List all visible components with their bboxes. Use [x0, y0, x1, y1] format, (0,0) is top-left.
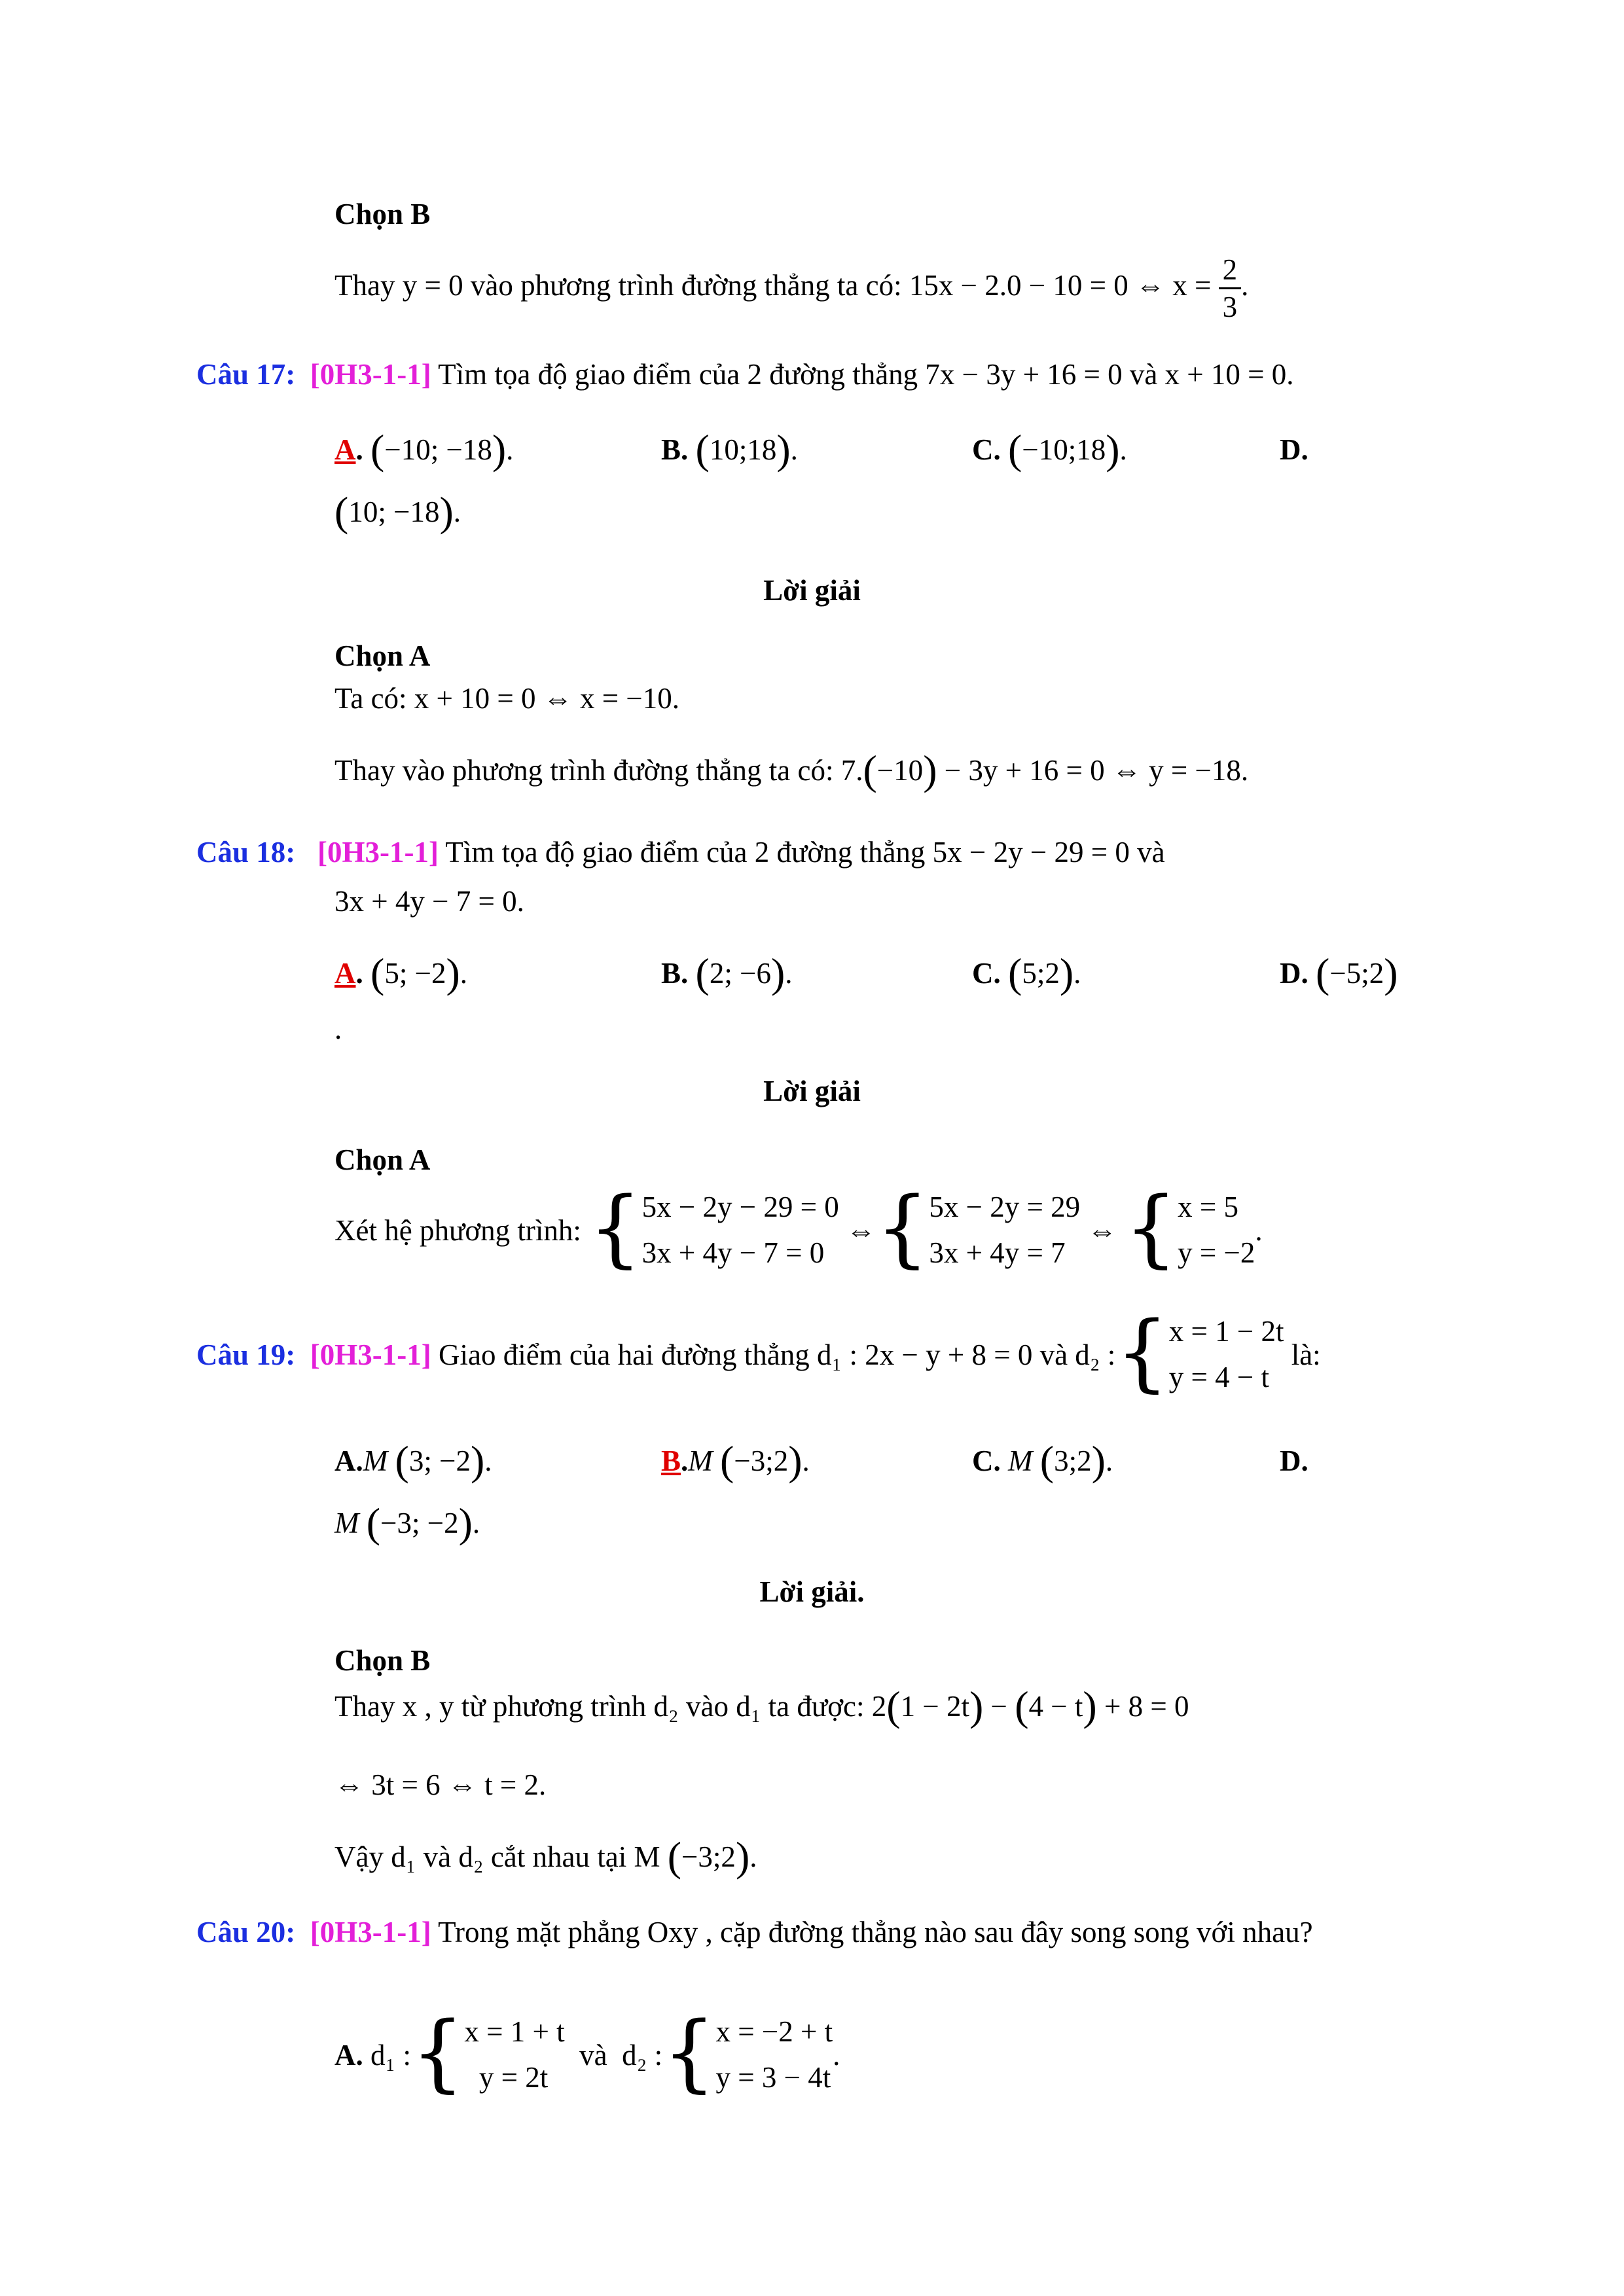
option-d[interactable]: D. — [1280, 433, 1308, 466]
option-d-value: M (−3; −2). — [334, 1499, 480, 1546]
prev-chon: Chọn B — [334, 198, 431, 230]
trailing-period: . — [334, 1013, 342, 1045]
option-d[interactable]: D. (−5;2) — [1280, 950, 1398, 996]
option-b[interactable]: B. (10;18). — [661, 426, 798, 473]
system-line: Xét hệ phương trình: {5x − 2y − 29 = 0 3x + 4y − 7 = 0 ⇔{5x − 2y = 29 3x + 4y = 7 ⇔ {x = 5 y = −2. — [334, 1179, 1263, 1278]
d2-system: x = −2 + t y = 3 − 4t — [715, 2015, 833, 2094]
question-code: [0H3-1-1] — [310, 1916, 431, 1948]
question-19: Câu 19: [0H3-1-1] Giao điểm của hai đường thẳng d₁ : 2x − y + 8 = 0 và d₂ :{x = 1 − 2t y = 4 − t là: — [196, 1304, 1321, 1402]
question-code: [0H3-1-1] — [317, 836, 439, 869]
option-b[interactable]: B. (2; −6). — [661, 950, 793, 996]
prev-solution-text: Thay y = 0 vào phương trình đường thẳng ta có: 15x − 2.0 − 10 = 0 ⇔ x = — [334, 268, 1219, 302]
option-b[interactable]: B.M (−3;2). — [661, 1437, 810, 1484]
option-c[interactable]: C. (5;2). — [972, 950, 1081, 996]
question-label: Câu 18: — [196, 836, 296, 869]
solution-title: Lời giải — [763, 1075, 861, 1107]
question-text: Tìm tọa độ giao điểm của 2 đường thẳng 7x − 3y + 16 = 0 và x + 10 = 0. — [438, 358, 1294, 391]
question-18 — [196, 834, 1165, 870]
option-d[interactable]: D. — [1280, 1444, 1308, 1477]
system-3: x = 5 y = −2 — [1178, 1191, 1255, 1269]
solution-title: Lời giải — [763, 574, 861, 607]
question-text: Giao điểm của hai đường thẳng d₁ : 2x − y + 8 = 0 và d₂ : — [438, 1338, 1116, 1371]
solution-line-1: Ta có: x + 10 = 0 ⇔ x = −10. — [334, 682, 680, 715]
option-a[interactable]: A. d₁ :{x = 1 + t y = 2t và d₂ :{x = −2 + t y = 3 − 4t. — [334, 2004, 840, 2102]
question-label: Câu 20: — [196, 1916, 296, 1948]
solution-title: Lời giải. — [759, 1575, 865, 1608]
chon-answer: Chọn A — [334, 639, 431, 672]
question-label: Câu 17: — [196, 358, 296, 391]
option-c[interactable]: C. M (3;2). — [972, 1437, 1113, 1484]
system-2: 5x − 2y = 29 3x + 4y = 7 — [929, 1191, 1081, 1269]
system-1: 5x − 2y − 29 = 0 3x + 4y − 7 = 0 — [641, 1191, 839, 1269]
question-code: [0H3-1-1] — [310, 358, 431, 391]
question-text-cont: 3x + 4y − 7 = 0. — [334, 885, 524, 918]
question-label: Câu 19: — [196, 1338, 296, 1371]
solution-line-1: Thay x , y từ phương trình d₂ vào d₁ ta được: 2(1 − 2t) − (4 − t) + 8 = 0 — [334, 1683, 1189, 1729]
chon-answer: Chọn B — [334, 1644, 431, 1677]
question-20 — [196, 1914, 1313, 1950]
option-a[interactable]: A. (5; −2). — [334, 950, 468, 996]
fraction: $\frac{2}{3}$ — [1219, 252, 1242, 325]
question-text: Trong mặt phẳng Oxy , cặp đường thẳng nào sau đây song song với nhau? — [438, 1916, 1313, 1948]
chon-answer: Chọn A — [334, 1143, 431, 1176]
parametric-system: x = 1 − 2t y = 4 − t — [1168, 1315, 1284, 1393]
solution-line-2: ⇔ 3t = 6 ⇔ t = 2. — [334, 1768, 547, 1801]
question-17 — [196, 357, 1294, 392]
option-a[interactable]: A.M (3; −2). — [334, 1437, 492, 1484]
solution-line-3: Vậy d₁ và d₂ cắt nhau tại M (−3;2). — [334, 1833, 757, 1880]
option-d-value: (10; −18). — [334, 488, 461, 535]
prev-solution-line: Thay y = 0 vào phương trình đường thẳng ta có: 15x − 2.0 − 10 = 0 ⇔ x = $\frac{2}{3}$ . — [334, 253, 1249, 323]
question-code: [0H3-1-1] — [310, 1338, 431, 1371]
d1-system: x = 1 + t y = 2t — [464, 2015, 565, 2094]
option-a[interactable]: A. (−10; −18). — [334, 426, 514, 473]
option-c[interactable]: C. (−10;18). — [972, 426, 1127, 473]
question-text: Tìm tọa độ giao điểm của 2 đường thẳng 5x − 2y − 29 = 0 và — [445, 836, 1165, 869]
solution-line-2: Thay vào phương trình đường thẳng ta có: 7.(−10) − 3y + 16 = 0 ⇔ y = −18. — [334, 747, 1249, 793]
